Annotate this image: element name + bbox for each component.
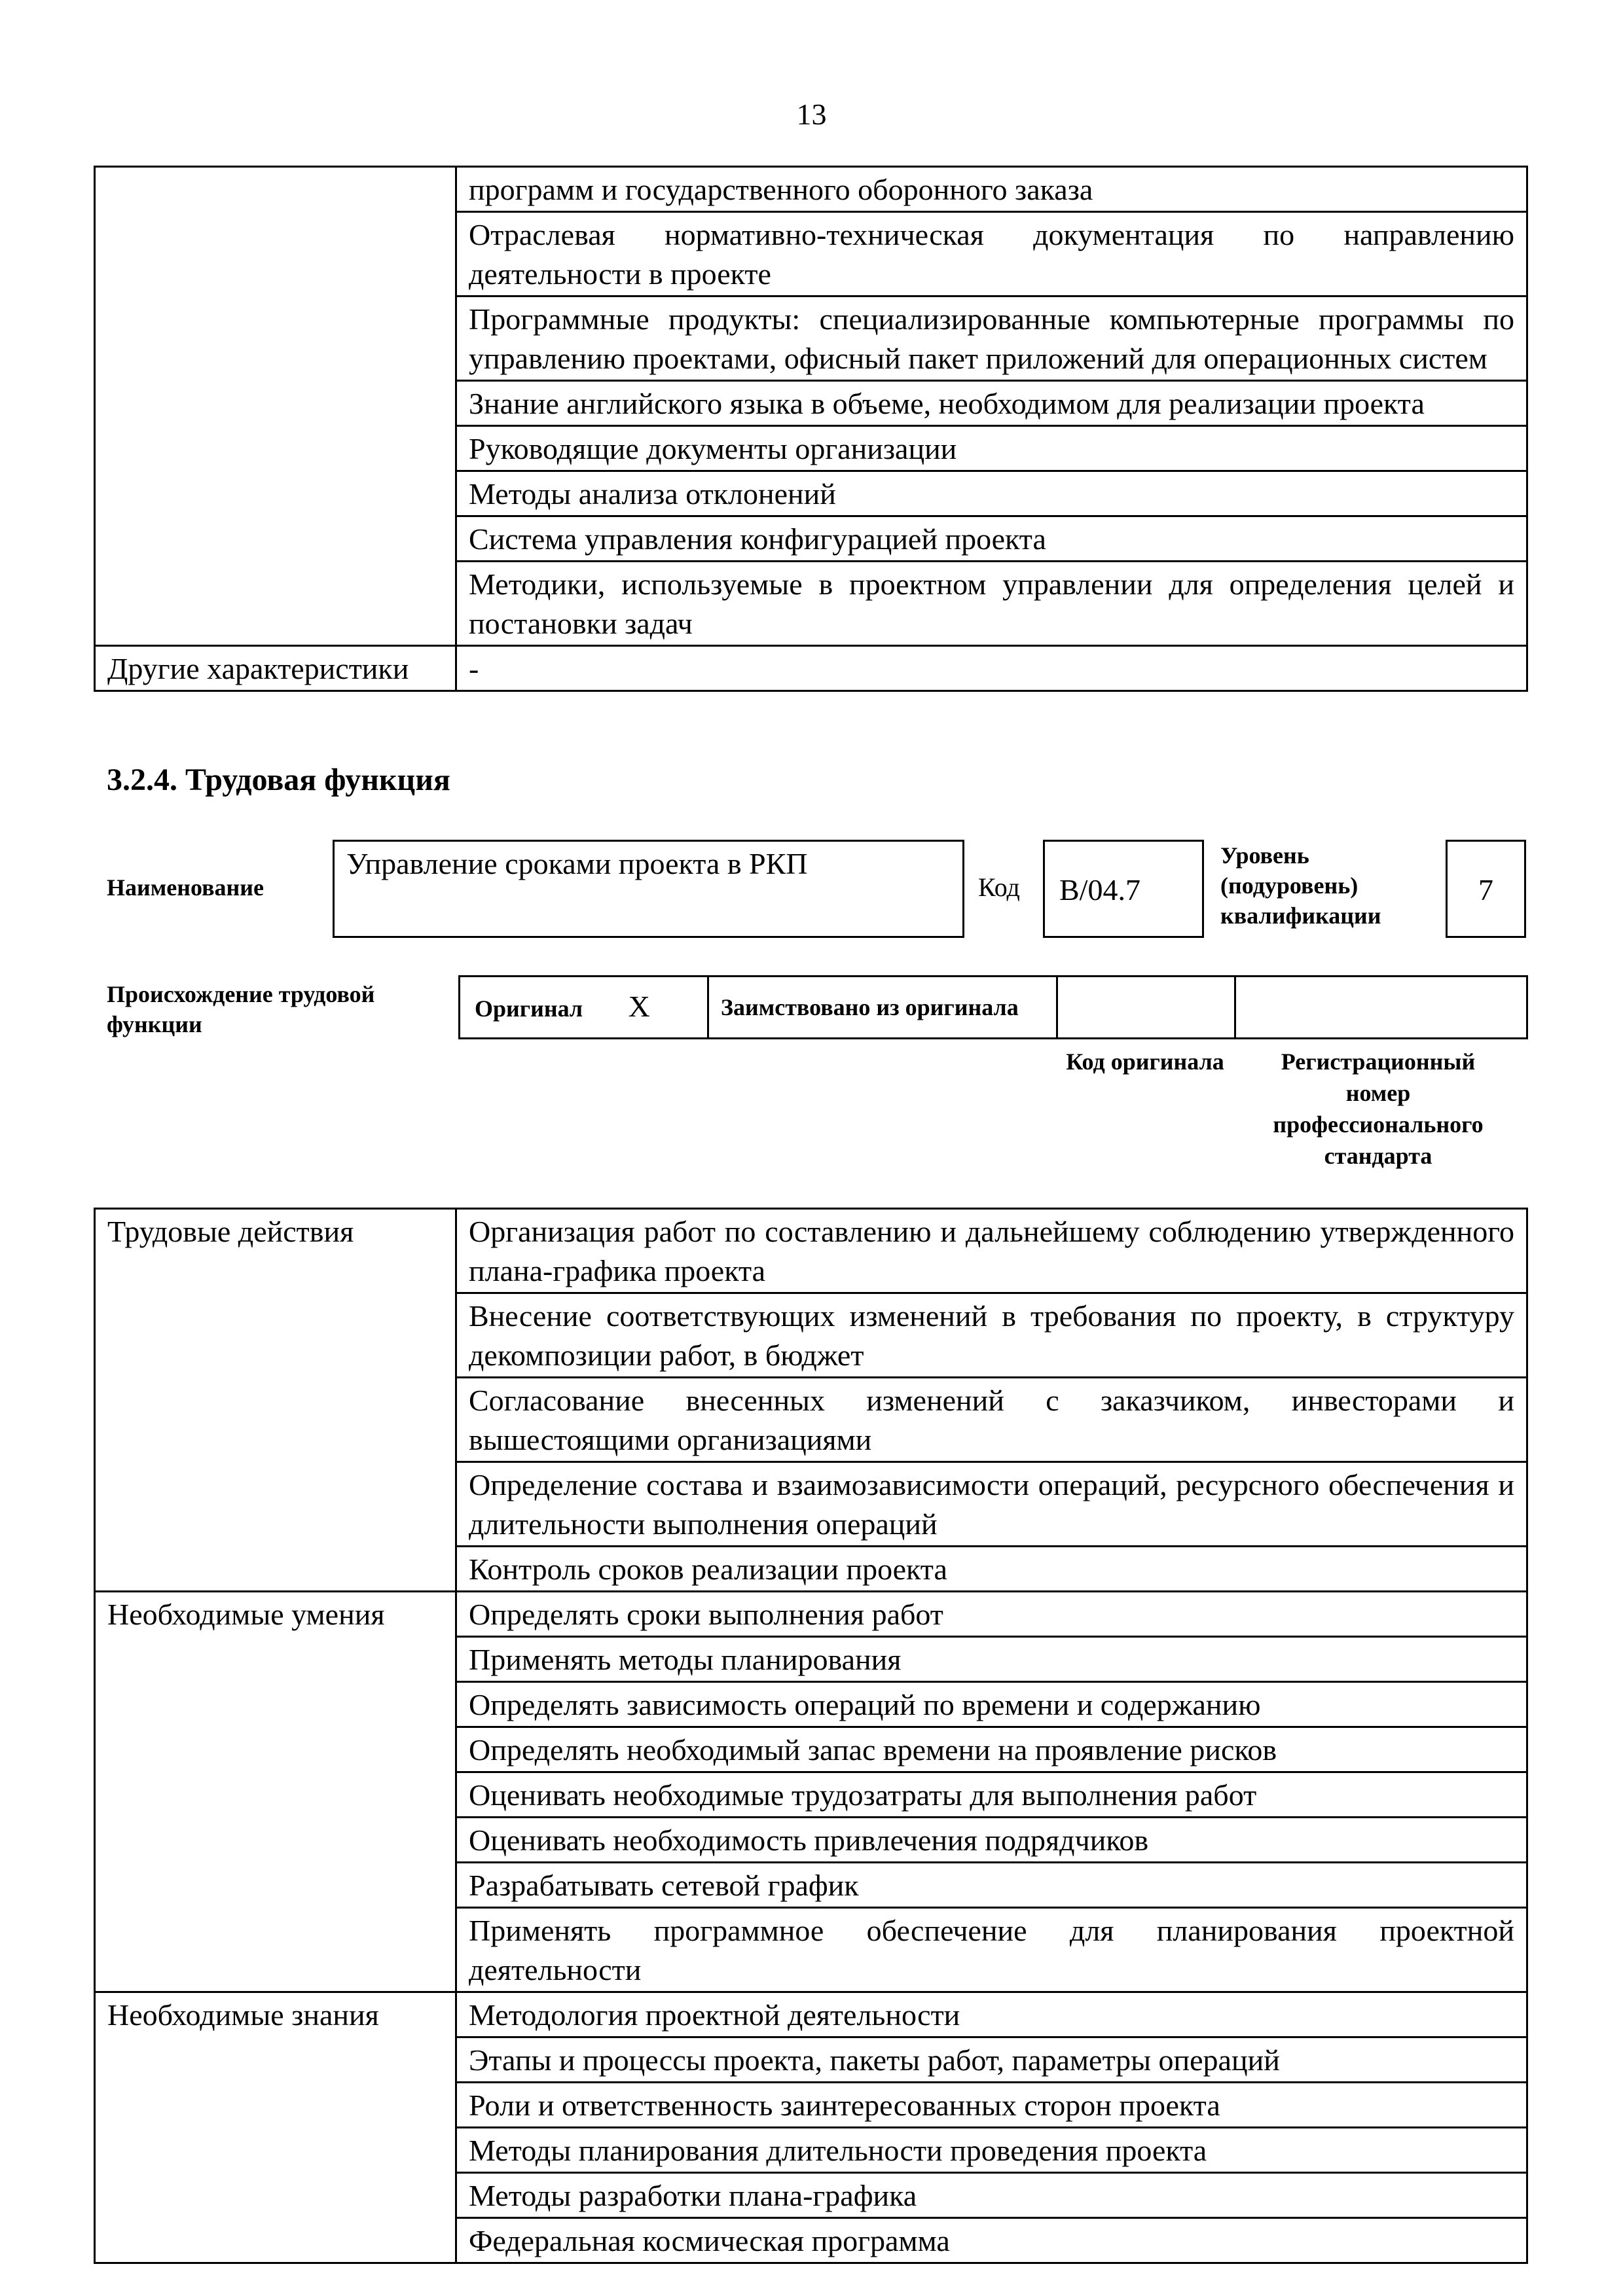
original-cell: [460, 977, 708, 1039]
table-cell: Методы анализа отклонений: [456, 471, 1527, 516]
table-cell: Согласование внесенных изменений с заказчиком, инвесторами и вышестоящими организациями: [456, 1378, 1527, 1462]
table-row: [95, 1209, 1527, 1293]
table-cell: Федеральная космическая программа: [456, 2218, 1527, 2263]
level-value: 7: [1478, 873, 1493, 906]
table-row: [95, 1992, 1527, 2037]
table-cell: Определение состава и взаимозависимости операций, ресурсного обеспечения и длительности выполнения операций: [456, 1462, 1527, 1547]
table-cell: Отраслевая нормативно-техническая документация по направлению деятельности в проекте: [456, 212, 1527, 296]
table-cell: Разрабатывать сетевой график: [456, 1863, 1527, 1908]
group-label-skills: Необходимые умения: [95, 1592, 456, 1992]
table-cell: Организация работ по составлению и дальнейшему соблюдению утвержденного плана-графика проекта: [456, 1209, 1527, 1293]
table-cell: Контроль сроков реализации проекта: [456, 1547, 1527, 1592]
origin-label: Происхождение трудовой функции: [107, 981, 375, 1037]
name-label: Наименование: [107, 874, 264, 901]
other-characteristics-value: -: [456, 646, 1527, 691]
table-cell: Программные продукты: специализированные компьютерные программы по управлению проектами, офисный пакет приложений для операционных систем: [456, 296, 1527, 381]
original-code-cell: [1057, 977, 1235, 1039]
group-label-knowledge: Необходимые знания: [95, 1992, 456, 2263]
table-row: [95, 1592, 1527, 1637]
registration-number-cell: [1235, 977, 1527, 1039]
level-label: Уровень (подуровень) квалификации: [1220, 842, 1381, 929]
code-value: B/04.7: [1059, 873, 1140, 906]
name-value: Управление сроками проекта в РКП: [346, 847, 808, 880]
group-label-cell: [95, 167, 456, 646]
table-cell: Внесение соответствующих изменений в требования по проекту, в структуру декомпозиции работ, в бюджет: [456, 1293, 1527, 1378]
borrowed-cell: Заимствовано из оригинала: [708, 977, 1057, 1039]
table-cell: Система управления конфигурацией проекта: [456, 516, 1527, 562]
table-cell: Роли и ответственность заинтересованных сторон проекта: [456, 2083, 1527, 2128]
table-row: [95, 167, 1527, 212]
table-cell: Руководящие документы организации: [456, 426, 1527, 471]
table-cell: Оценивать необходимые трудозатраты для выполнения работ: [456, 1772, 1527, 1818]
code-box: [1043, 840, 1204, 938]
group-label-labor-actions: Трудовые действия: [95, 1209, 456, 1592]
table-cell: Применять программное обеспечение для планирования проектной деятельности: [456, 1908, 1527, 1992]
registration-number-caption: Регистрационный номер профессионального стандарта: [1273, 1049, 1484, 1169]
code-label: Код: [978, 872, 1020, 902]
table-row: [95, 646, 1527, 691]
table-cell: Методология проектной деятельности: [456, 1992, 1527, 2037]
table-cell: Методы разработки плана-графика: [456, 2173, 1527, 2218]
table-cell: Методы планирования длительности проведения проекта: [456, 2128, 1527, 2173]
table-cell: Определять сроки выполнения работ: [456, 1592, 1527, 1637]
origin-table: [458, 975, 1528, 1039]
table-cell: Знание английского языка в объеме, необходимом для реализации проекта: [456, 381, 1527, 426]
level-box: [1446, 840, 1526, 938]
table-row: [460, 977, 1527, 1039]
original-label: Оригинал: [475, 995, 583, 1022]
table-cell: Определять необходимый запас времени на проявление рисков: [456, 1727, 1527, 1772]
table-cell: Оценивать необходимость привлечения подрядчиков: [456, 1818, 1527, 1863]
labor-function-table: [94, 1208, 1528, 2264]
table-cell: Этапы и процессы проекта, пакеты работ, параметры операций: [456, 2037, 1527, 2083]
table-cell: программ и государственного оборонного заказа: [456, 167, 1527, 212]
original-mark: X: [628, 989, 650, 1023]
page-number: 13: [796, 98, 827, 131]
requirements-table-continued: [94, 166, 1528, 692]
section-heading: 3.2.4. Трудовая функция: [107, 762, 450, 797]
table-cell: Методики, используемые в проектном управлении для определения целей и постановки задач: [456, 562, 1527, 646]
other-characteristics-label: Другие характеристики: [95, 646, 456, 691]
name-box: [333, 840, 964, 938]
table-cell: Применять методы планирования: [456, 1637, 1527, 1682]
original-code-caption: Код оригинала: [1066, 1049, 1224, 1075]
table-cell: Определять зависимость операций по времени и содержанию: [456, 1682, 1527, 1727]
